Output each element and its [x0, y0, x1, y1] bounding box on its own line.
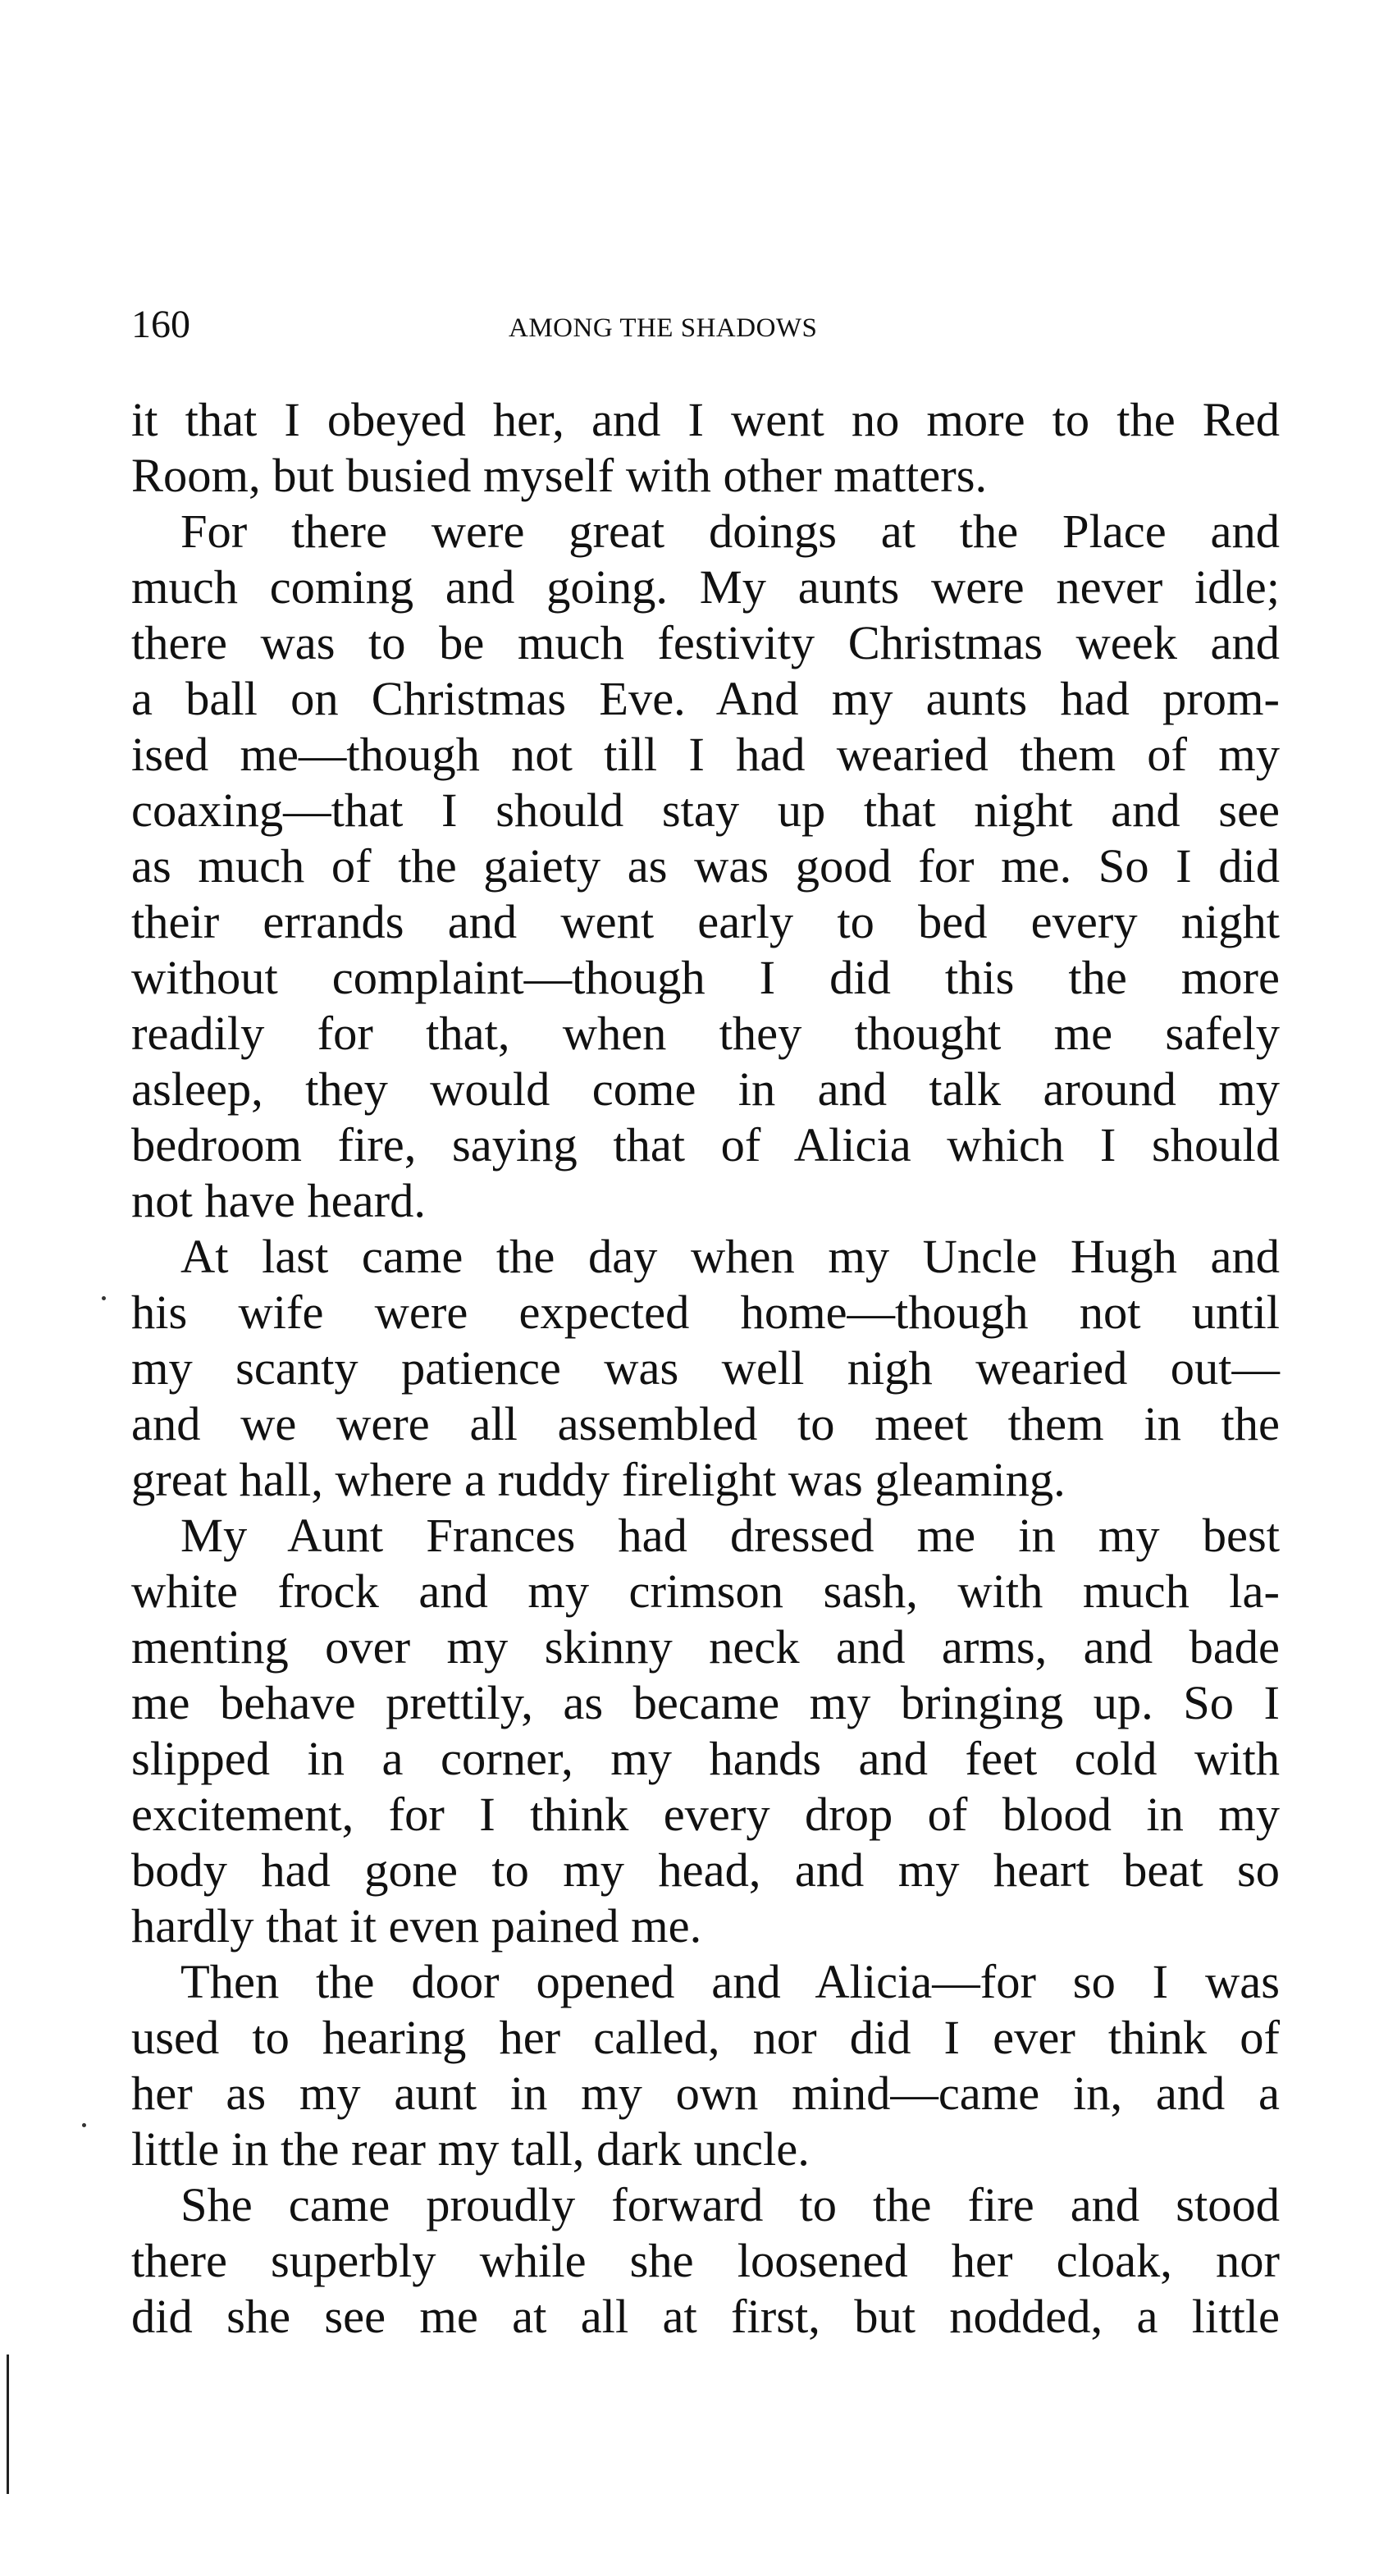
text-line: a ball on Christmas Eve. And my aunts had prom- [131, 672, 1280, 725]
text-line: as much of the gaiety as was good for me. So I did [131, 839, 1280, 893]
text-line: hardly that it even pained me. [131, 1899, 702, 1953]
text-line: body had gone to my head, and my heart beat so [131, 1843, 1280, 1897]
page-number: 160 [131, 303, 190, 346]
text-line: and we were all assembled to meet them in the [131, 1397, 1280, 1450]
text-line: my scanty patience was well nigh wearied out— [131, 1341, 1280, 1395]
text-line: asleep, they would come in and talk around my [131, 1062, 1280, 1116]
text-line: his wife were expected home—though not until [131, 1286, 1280, 1339]
text-line: did she see me at all at first, but nodded, a little [131, 2290, 1280, 2343]
text-line: me behave prettily, as became my bringing up. So I [131, 1676, 1280, 1729]
text-line: it that I obeyed her, and I went no more to the Red [131, 393, 1280, 446]
text-line: their errands and went early to bed every night [131, 895, 1280, 948]
text-line: readily for that, when they thought me safely [131, 1007, 1280, 1060]
text-line: not have heard. [131, 1174, 426, 1227]
text-line: menting over my skinny neck and arms, and bade [131, 1620, 1280, 1674]
text-line: coaxing—that I should stay up that night and see [131, 783, 1280, 837]
text-line: there superbly while she loosened her cloak, nor [131, 2234, 1280, 2287]
text-line: much coming and going. My aunts were never idle; [131, 560, 1280, 614]
text-line: At last came the day when my Uncle Hugh and [180, 1230, 1280, 1283]
text-line: her as my aunt in my own mind—came in, and a [131, 2067, 1280, 2120]
text-line: My Aunt Frances had dressed me in my best [180, 1509, 1280, 1562]
text-line: She came proudly forward to the fire and stood [180, 2178, 1280, 2231]
scan-speck [82, 2123, 86, 2127]
text-line: without complaint—though I did this the more [131, 951, 1280, 1004]
text-line: bedroom fire, saying that of Alicia which I should [131, 1118, 1280, 1172]
text-line: there was to be much festivity Christmas week and [131, 616, 1280, 669]
text-line: ised me—though not till I had wearied them of my [131, 728, 1280, 781]
text-line: used to hearing her called, nor did I ever think of [131, 2011, 1280, 2064]
text-line: little in the rear my tall, dark uncle. [131, 2122, 810, 2176]
text-line: For there were great doings at the Place and [180, 505, 1280, 558]
scan-margin-line [7, 2354, 9, 2494]
text-line: slipped in a corner, my hands and feet cold with [131, 1732, 1280, 1785]
text-line: Then the door opened and Alicia—for so I was [180, 1955, 1280, 2008]
body-text [131, 392, 1280, 2345]
running-head: AMONG THE SHADOWS [509, 313, 818, 343]
text-line: white frock and my crimson sash, with much la- [131, 1564, 1280, 1618]
text-line: excitement, for I think every drop of blood in my [131, 1788, 1280, 1841]
scan-speck [102, 1296, 106, 1300]
text-line: great hall, where a ruddy firelight was gleaming. [131, 1453, 1066, 1506]
text-line: Room, but busied myself with other matters. [131, 449, 988, 502]
